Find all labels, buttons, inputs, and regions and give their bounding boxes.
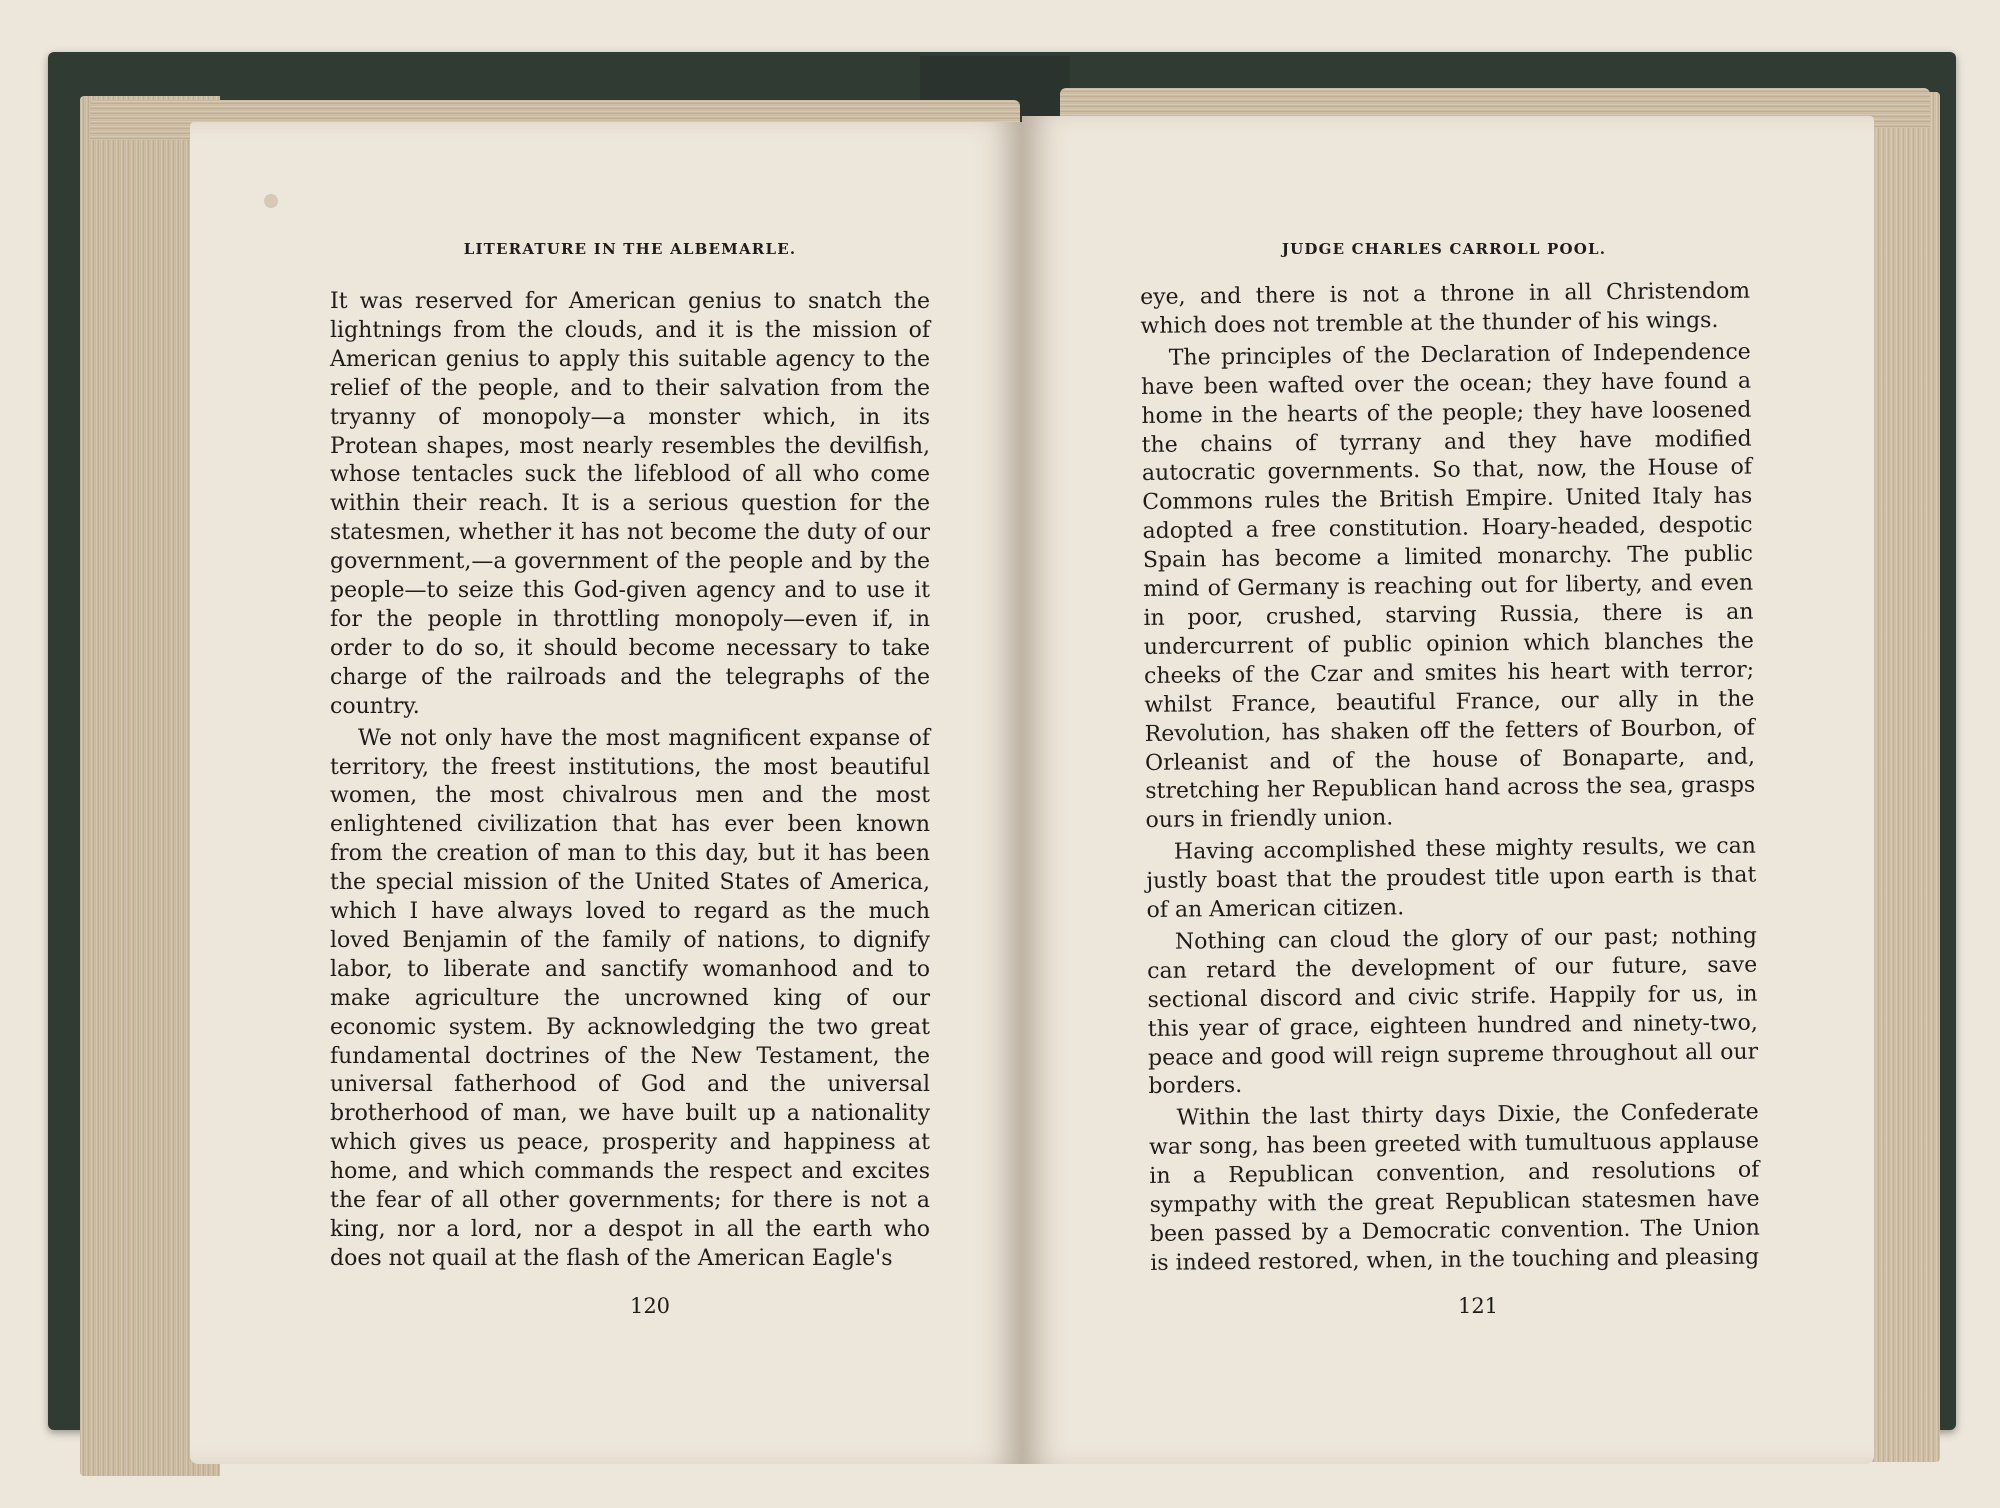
right-text-block xyxy=(1140,278,1760,1282)
right-paragraph-4: Nothing can cloud the glory of our past; nothing can retard the development of our future, save sectional discord and civic strife. Happily for us, in this year of grace, eighteen hundred and ninety-two, peace and good will reign supreme throughout all our borders. xyxy=(1147,923,1759,1100)
left-page-number: 120 xyxy=(629,1294,671,1318)
left-paragraph-2: We not only have the most magnificent expanse of territory, the freest institutions, the most beautiful women, the most chivalrous men and the most enlightened civilization that has ever been known from the creation of man to this day, but it has been the special mission of the United States of America, which I have always loved to regard as the much loved Benjamin of the family of nations, to dignify labor, to liberate and sanctify womanhood and to make agriculture the uncrowned king of our economic system. By acknowledging the two great fundamental doctrines of the New Testament, the universal fatherhood of God and the universal brotherhood of man, we have built up a nationality which gives us peace, prosperity and happiness at home, and which commands the respect and excites the fear of all other governments; for there is not a king, nor a lord, nor a despot in all the earth who does not quail at the flash of the American Eagle's xyxy=(330,725,930,1271)
right-paragraph-2: The principles of the Declaration of Independence have been wafted over the ocean; they have found a home in the hearts of the people; they have loosened the chains of tyrrany and they have modified autocratic governments. So that, now, the House of Commons rules the British Empire. United Italy has adopted a free constitution. Hoary-headed, despotic Spain has become a limited monarchy. The public mind of Germany is reaching out for liberty, and even in poor, crushed, starving Russia, there is an undercurrent of public opinion which blanches the cheeks of the Czar and smites his heart with terror; whilst France, beautiful France, our ally in the Revolution, has shaken off the fetters of Bourbon, of Orleanist and of the house of Bonaparte, and, stretching her Republican hand across the sea, grasps ours in friendly union. xyxy=(1140,339,1756,834)
right-paragraph-1: eye, and there is not a throne in all Christendom which does not tremble at the thunder of his wings. xyxy=(1140,278,1751,339)
left-running-head: LITERATURE IN THE ALBEMARLE. xyxy=(463,240,797,258)
paper-stain xyxy=(264,194,278,208)
left-text-block xyxy=(330,288,930,1277)
right-paragraph-3: Having accomplished these mighty results, we can justly boast that the proudest title upon earth is that of an American citizen. xyxy=(1146,833,1757,923)
left-page xyxy=(190,122,1022,1464)
left-paragraph-1: It was reserved for American genius to snatch the lightnings from the clouds, and it is the mission of American genius to apply this suitable agency to the relief of the people, and to their salvation from the tryanny of monopoly—a monster which, in its Protean shapes, most nearly resembles the devilfish, whose tentacles suck the lifeblood of all who come within their reach. It is a serious question for the statesmen, whether it has not become the duty of our government,—a government of the people and by the people—to seize this God-given agency and to use it for the people in throttling monopoly—even if, in order to do so, it should become necessary to take charge of the railroads and the telegraphs of the country. xyxy=(330,289,930,719)
right-running-head: JUDGE CHARLES CARROLL POOL. xyxy=(1281,240,1607,258)
right-paragraph-5: Within the last thirty days Dixie, the Confederate war song, has been greeted with tumultuous applause in a Republican convention, and resolutions of sympathy with the great Republican statesmen have been passed by a Democratic convention. The Union is indeed restored, when, in the touching and pleasing xyxy=(1148,1099,1761,1276)
right-page-number: 121 xyxy=(1457,1294,1499,1318)
right-page xyxy=(1022,116,1874,1464)
